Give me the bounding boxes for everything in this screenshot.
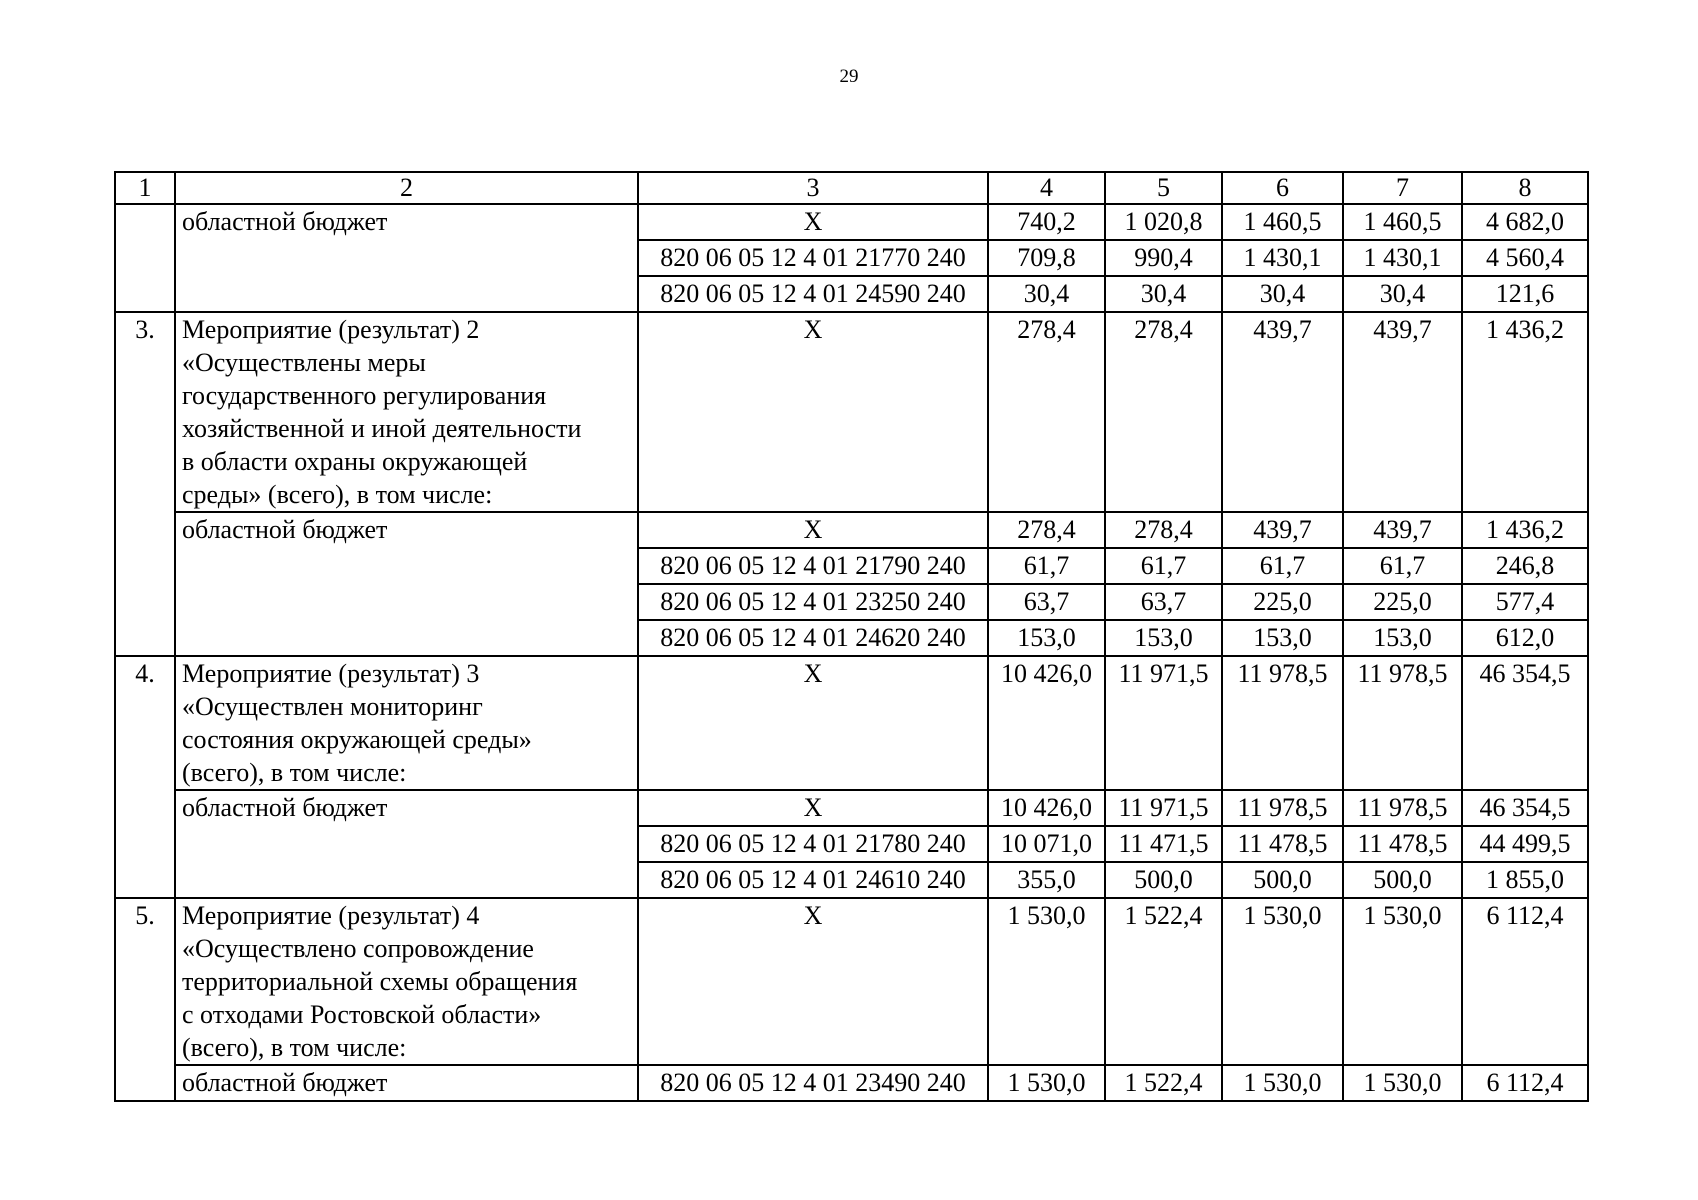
- value-cell: 1 430,1: [1343, 240, 1462, 276]
- value-cell: 121,6: [1462, 276, 1588, 312]
- header-cell: 1: [115, 172, 175, 204]
- measure-name-line: (всего), в том числе:: [182, 758, 407, 787]
- value-cell: 153,0: [988, 620, 1105, 656]
- header-cell: 3: [638, 172, 988, 204]
- value-cell: 1 436,2: [1462, 512, 1588, 548]
- value-cell: 153,0: [1222, 620, 1343, 656]
- value-cell: 225,0: [1343, 584, 1462, 620]
- measure-name: [182, 657, 631, 789]
- measure-name-line: Мероприятие (результат) 4: [182, 901, 480, 930]
- budget-code-cell: 820 06 05 12 4 01 21770 240: [638, 240, 988, 276]
- value-cell: 1 460,5: [1343, 204, 1462, 240]
- table-row: [115, 1065, 1588, 1101]
- value-cell: 278,4: [988, 512, 1105, 548]
- measure-name-line: среды» (всего), в том числе:: [182, 480, 493, 509]
- value-cell: 500,0: [1343, 862, 1462, 898]
- funding-source-cell: областной бюджет: [175, 790, 638, 898]
- value-cell: 1 522,4: [1105, 898, 1222, 1065]
- value-cell: 11 971,5: [1105, 656, 1222, 790]
- value-cell: 577,4: [1462, 584, 1588, 620]
- value-cell: 11 471,5: [1105, 826, 1222, 862]
- header-cell: 2: [175, 172, 638, 204]
- measure-name-line: государственного регулирования: [182, 381, 547, 410]
- value-cell: 990,4: [1105, 240, 1222, 276]
- value-cell: 11 978,5: [1343, 790, 1462, 826]
- budget-code-cell: Х: [638, 790, 988, 826]
- table-row: [115, 204, 1588, 240]
- header-cell: 7: [1343, 172, 1462, 204]
- value-cell: 740,2: [988, 204, 1105, 240]
- value-cell: 6 112,4: [1462, 898, 1588, 1065]
- value-cell: 4 682,0: [1462, 204, 1588, 240]
- value-cell: 246,8: [1462, 548, 1588, 584]
- value-cell: 1 530,0: [1222, 1065, 1343, 1101]
- value-cell: 439,7: [1222, 312, 1343, 512]
- value-cell: 10 426,0: [988, 656, 1105, 790]
- value-cell: 11 478,5: [1222, 826, 1343, 862]
- value-cell: 500,0: [1105, 862, 1222, 898]
- value-cell: 278,4: [988, 312, 1105, 512]
- value-cell: 30,4: [1343, 276, 1462, 312]
- header-cell: 4: [988, 172, 1105, 204]
- value-cell: 1 530,0: [1343, 1065, 1462, 1101]
- budget-code-cell: 820 06 05 12 4 01 24610 240: [638, 862, 988, 898]
- value-cell: 63,7: [1105, 584, 1222, 620]
- budget-code-cell: Х: [638, 656, 988, 790]
- value-cell: 6 112,4: [1462, 1065, 1588, 1101]
- header-row: [115, 172, 1588, 204]
- budget-code-cell: 820 06 05 12 4 01 23490 240: [638, 1065, 988, 1101]
- header-cell: 8: [1462, 172, 1588, 204]
- value-cell: 46 354,5: [1462, 790, 1588, 826]
- value-cell: 11 978,5: [1222, 656, 1343, 790]
- value-cell: 10 071,0: [988, 826, 1105, 862]
- table-row: [115, 790, 1588, 826]
- value-cell: 439,7: [1222, 512, 1343, 548]
- value-cell: 30,4: [1105, 276, 1222, 312]
- value-cell: 278,4: [1105, 312, 1222, 512]
- measure-name-line: (всего), в том числе:: [182, 1033, 407, 1062]
- value-cell: 1 430,1: [1222, 240, 1343, 276]
- value-cell: 1 530,0: [988, 1065, 1105, 1101]
- measure-name-cell: [175, 898, 638, 1065]
- budget-code-cell: 820 06 05 12 4 01 23250 240: [638, 584, 988, 620]
- value-cell: 1 460,5: [1222, 204, 1343, 240]
- value-cell: 278,4: [1105, 512, 1222, 548]
- value-cell: 11 478,5: [1343, 826, 1462, 862]
- header-cell: 6: [1222, 172, 1343, 204]
- measure-name-line: Мероприятие (результат) 3: [182, 659, 480, 688]
- table-body: [115, 172, 1588, 1101]
- value-cell: 1 522,4: [1105, 1065, 1222, 1101]
- budget-code-cell: Х: [638, 204, 988, 240]
- value-cell: 709,8: [988, 240, 1105, 276]
- row-number-cell: [115, 204, 175, 312]
- budget-code-cell: Х: [638, 312, 988, 512]
- value-cell: 11 978,5: [1222, 790, 1343, 826]
- measure-name: [182, 313, 631, 511]
- value-cell: 61,7: [1105, 548, 1222, 584]
- value-cell: 439,7: [1343, 512, 1462, 548]
- measure-name-cell: [175, 312, 638, 512]
- budget-code-cell: 820 06 05 12 4 01 21780 240: [638, 826, 988, 862]
- value-cell: 1 436,2: [1462, 312, 1588, 512]
- measure-name: [182, 899, 631, 1064]
- page-number: 29: [839, 66, 859, 87]
- measure-name-cell: [175, 656, 638, 790]
- value-cell: 1 530,0: [1222, 898, 1343, 1065]
- measure-name-line: «Осуществлены меры: [182, 348, 426, 377]
- header-cell: 5: [1105, 172, 1222, 204]
- value-cell: 44 499,5: [1462, 826, 1588, 862]
- row-number-cell: 5.: [115, 898, 175, 1101]
- value-cell: 153,0: [1105, 620, 1222, 656]
- measure-name-line: в области охраны окружающей: [182, 447, 528, 476]
- table-row: [115, 656, 1588, 790]
- value-cell: 10 426,0: [988, 790, 1105, 826]
- table-row: [115, 512, 1588, 548]
- value-cell: 11 971,5: [1105, 790, 1222, 826]
- measure-name-line: хозяйственной и иной деятельности: [182, 414, 582, 443]
- measure-name-line: состояния окружающей среды»: [182, 725, 532, 754]
- measure-name-line: «Осуществлено сопровождение: [182, 934, 534, 963]
- table-row: [115, 312, 1588, 512]
- value-cell: 1 855,0: [1462, 862, 1588, 898]
- value-cell: 61,7: [1222, 548, 1343, 584]
- funding-source-cell: областной бюджет: [175, 512, 638, 656]
- measure-name-line: с отходами Ростовской области»: [182, 1000, 542, 1029]
- value-cell: 30,4: [988, 276, 1105, 312]
- value-cell: 612,0: [1462, 620, 1588, 656]
- funding-source-cell: областной бюджет: [175, 204, 638, 312]
- value-cell: 61,7: [1343, 548, 1462, 584]
- value-cell: 153,0: [1343, 620, 1462, 656]
- value-cell: 500,0: [1222, 862, 1343, 898]
- value-cell: 1 530,0: [988, 898, 1105, 1065]
- budget-code-cell: 820 06 05 12 4 01 24620 240: [638, 620, 988, 656]
- funding-source-cell: областной бюджет: [175, 1065, 638, 1101]
- budget-code-cell: Х: [638, 512, 988, 548]
- value-cell: 63,7: [988, 584, 1105, 620]
- value-cell: 30,4: [1222, 276, 1343, 312]
- budget-code-cell: 820 06 05 12 4 01 24590 240: [638, 276, 988, 312]
- value-cell: 355,0: [988, 862, 1105, 898]
- measure-name-line: территориальной схемы обращения: [182, 967, 578, 996]
- value-cell: 61,7: [988, 548, 1105, 584]
- value-cell: 225,0: [1222, 584, 1343, 620]
- value-cell: 11 978,5: [1343, 656, 1462, 790]
- budget-table: [114, 171, 1589, 1102]
- value-cell: 439,7: [1343, 312, 1462, 512]
- row-number-cell: 4.: [115, 656, 175, 898]
- budget-code-cell: 820 06 05 12 4 01 21790 240: [638, 548, 988, 584]
- row-number-cell: 3.: [115, 312, 175, 656]
- measure-name-line: Мероприятие (результат) 2: [182, 315, 480, 344]
- measure-name-line: «Осуществлен мониторинг: [182, 692, 483, 721]
- budget-code-cell: Х: [638, 898, 988, 1065]
- value-cell: 1 530,0: [1343, 898, 1462, 1065]
- value-cell: 4 560,4: [1462, 240, 1588, 276]
- value-cell: 46 354,5: [1462, 656, 1588, 790]
- value-cell: 1 020,8: [1105, 204, 1222, 240]
- table-row: [115, 898, 1588, 1065]
